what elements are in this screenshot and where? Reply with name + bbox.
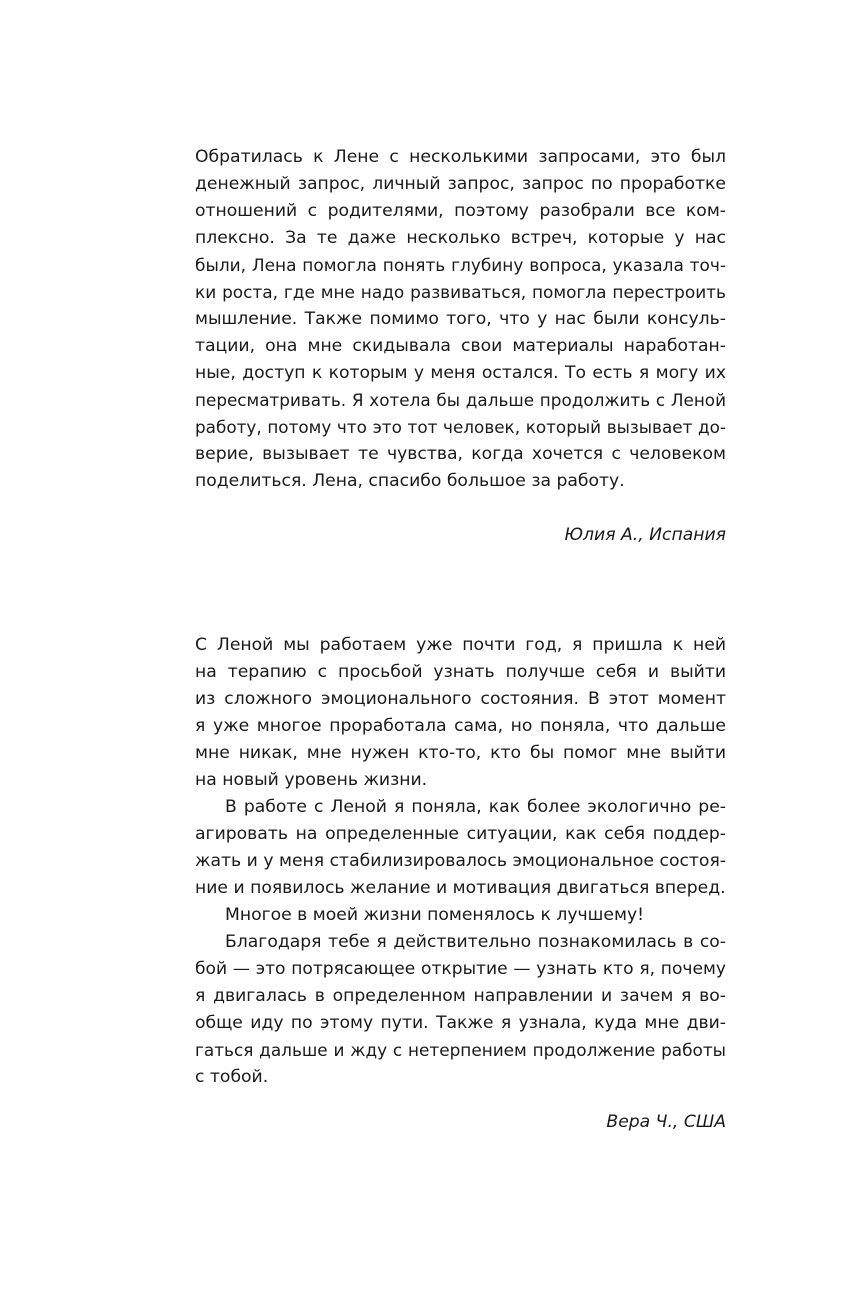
review-1-signature: Юлия А., Испания [564, 525, 726, 545]
review-2-line: агировать на определенные ситуации, как себя поддер- [195, 824, 726, 844]
review-1-line: денежный запрос, личный запрос, запрос по проработке [195, 174, 726, 194]
review-2-line: Благодаря тебе я действительно познакомилась в со- [225, 932, 726, 952]
review-2-line: на терапию с просьбой узнать получше себя и выйти [195, 662, 726, 682]
review-1-line: были, Лена помогла понять глубину вопроса, указала точ- [195, 255, 726, 275]
review-2-line: я уже многое проработала сама, но поняла, что дальше [195, 716, 726, 736]
review-1-line: Обратилась к Лене с несколькими запросами, это был [195, 147, 726, 167]
review-2-line: обще иду по этому пути. Также я узнала, куда мне дви- [195, 1013, 726, 1033]
review-2-line: гаться дальше и жду с нетерпением продолжение работы [195, 1040, 726, 1060]
review-1-line: ные, доступ к которым у меня остался. То есть я могу их [195, 363, 726, 383]
review-2-line: С Леной мы работаем уже почти год, я пришла к ней [195, 635, 726, 655]
review-2-line: из сложного эмоционального состояния. В этот момент [195, 689, 726, 709]
review-1-line: работу, потому что это тот человек, который вызывает до- [195, 417, 726, 437]
review-2-line: мне никак, мне нужен кто-то, кто бы помог мне выйти [195, 743, 726, 763]
review-1-line: тации, она мне скидывала свои материалы наработан- [195, 336, 726, 356]
review-1-line: отношений с родителями, поэтому разобрали все ком- [195, 201, 726, 221]
review-2-line: с тобой. [195, 1067, 269, 1087]
review-1-text [195, 144, 726, 495]
review-2-line: Многое в моей жизни поменялось к лучшему! [225, 905, 645, 925]
review-2-line: бой — это потрясающее открытие — узнать кто я, почему [195, 959, 726, 979]
review-1-line: верие, вызывает те чувства, когда хочется с человеком [195, 444, 726, 464]
review-1-line: мышление. Также помимо того, что у нас были консуль- [195, 309, 726, 329]
review-1-line: плексно. За те даже несколько встреч, которые у нас [195, 228, 726, 248]
review-1-line: поделиться. Лена, спасибо большое за работу. [195, 471, 625, 491]
review-2-signature: Вера Ч., США [606, 1112, 726, 1132]
review-2-text [195, 632, 726, 1091]
review-2-line: я двигалась в определенном направлении и зачем я во- [195, 986, 726, 1006]
review-1-line: пересматривать. Я хотела бы дальше продолжить с Леной [195, 390, 726, 410]
review-2-line: на новый уровень жизни. [195, 770, 428, 790]
review-2-line: В работе с Леной я поняла, как более экологично ре- [225, 797, 726, 817]
review-2-line: жать и у меня стабилизировалось эмоциональное состоя- [195, 851, 726, 871]
review-1-line: ки роста, где мне надо развиваться, помогла перестроить [195, 282, 726, 302]
review-2-line: ние и появилось желание и мотивация двигаться вперед. [195, 878, 726, 898]
